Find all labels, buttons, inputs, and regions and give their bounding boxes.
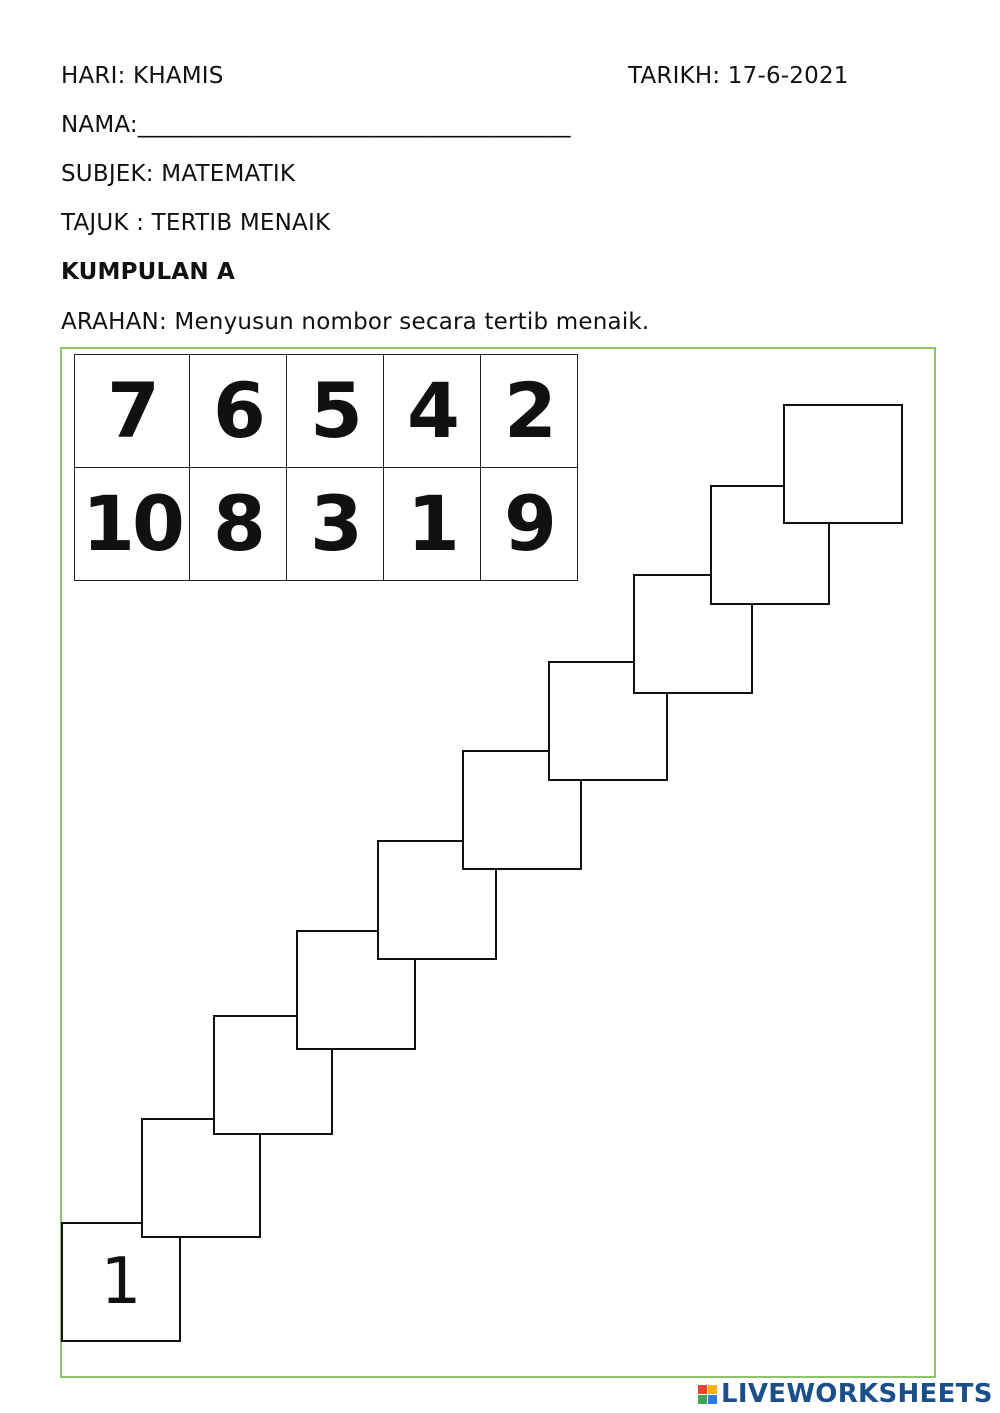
number-cell: 9 xyxy=(481,468,578,581)
logo-square xyxy=(708,1395,717,1404)
number-cell: 6 xyxy=(190,355,287,468)
number-cell: 4 xyxy=(384,355,481,468)
logo-square xyxy=(698,1395,707,1404)
answer-box-2[interactable] xyxy=(141,1118,261,1238)
logo-square xyxy=(708,1385,717,1394)
number-cell: 8 xyxy=(190,468,287,581)
number-cell: 10 xyxy=(75,468,190,581)
logo-square xyxy=(698,1385,707,1394)
liveworksheets-logo xyxy=(698,1381,993,1407)
liveworksheets-brand-text: LIVEWORKSHEETS xyxy=(721,1379,993,1409)
group-label: KUMPULAN A xyxy=(61,259,236,285)
topic-label: TAJUK : TERTIB MENAIK xyxy=(61,210,331,236)
subject-label: SUBJEK: MATEMATIK xyxy=(61,161,296,187)
number-table-row xyxy=(75,355,578,468)
answer-box-1[interactable]: 1 xyxy=(61,1222,181,1342)
date-label: TARIKH: 17-6-2021 xyxy=(628,63,849,89)
liveworksheets-logo-icon xyxy=(698,1385,717,1404)
number-cell: 3 xyxy=(287,468,384,581)
number-table-row xyxy=(75,468,578,581)
number-cell: 7 xyxy=(75,355,190,468)
number-cell: 1 xyxy=(384,468,481,581)
number-table xyxy=(74,354,578,581)
name-field-label: NAMA:_____________________________________ xyxy=(61,112,571,138)
number-cell: 2 xyxy=(481,355,578,468)
instruction-text: ARAHAN: Menyusun nombor secara tertib menaik. xyxy=(61,309,650,335)
answer-box-10[interactable] xyxy=(783,404,903,524)
day-label: HARI: KHAMIS xyxy=(61,63,224,89)
number-cell: 5 xyxy=(287,355,384,468)
